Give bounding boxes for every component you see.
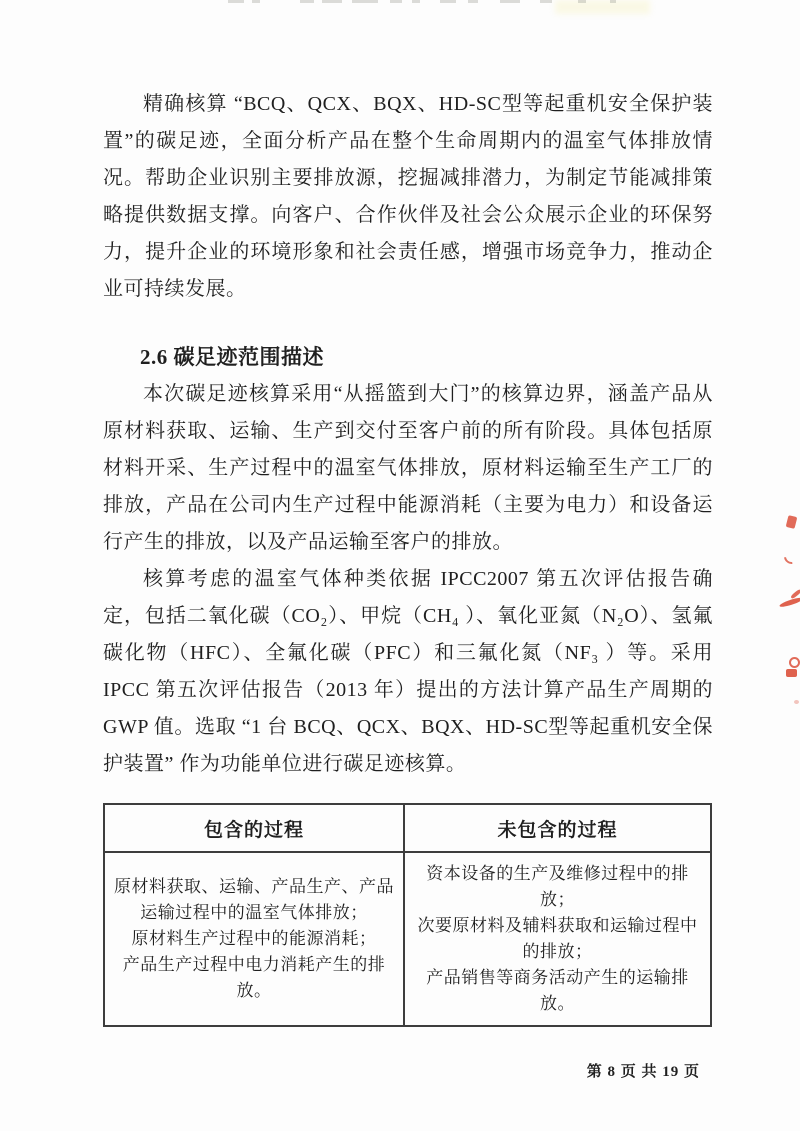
excluded-item: 次要原材料及辅料获取和运输过程中的排放； [417, 916, 698, 961]
excluded-item: 资本设备的生产及维修过程中的排放； [426, 864, 689, 909]
included-item: 产品生产过程中电力消耗产生的排放。 [122, 955, 386, 1000]
paragraph-intro: 精确核算 “BCQ、QCX、BQX、HD-SC型等起重机安全保护装置”的碳足迹，全面分析产品在整个生命周期内的温室气体排放情况。帮助企业识别主要排放源，挖掘减排潜力，为制定节能减排策略提供数据支撑。向客户、合作伙伴及社会公众展示企业的环保努力，提升企业的环境形象和社会责任感，增强市场竞争力，推动企业可持续发展。 [103, 93, 713, 300]
scope-table-body-row [104, 852, 711, 1026]
excluded-processes-cell [404, 852, 711, 1026]
included-item: 原材料获取、运输、产品生产、产品运输过程中的温室气体排放； [114, 877, 394, 922]
paragraph-gases: 核算考虑的温室气体种类依据 IPCC2007 第五次评估报告确定，包括二氧化碳（CO₂）、甲烷（CH₄ ）、氧化亚氮（N₂O）、氢氟碳化物（HFC）、全氟化碳（PFC）和三氟化氮（NF₃ ）等。采用 IPCC 第五次评估报告（2013 年）提出的方法计算产品生产周期的 GWP 值。选取 “1 台 BCQ、QCX、BQX、HD-SC型等起重机安全保护装置” 作为功能单位进行碳足迹核算。 [103, 568, 713, 775]
red-seal-fragment [786, 515, 798, 529]
page-footer: 第 8 页 共 19 页 [586, 1064, 700, 1080]
scan-stain [555, 0, 650, 14]
scope-table-header-row [104, 804, 711, 852]
red-seal-fragment [794, 700, 799, 704]
red-seal-fragment [781, 546, 800, 567]
excluded-item: 产品销售等商务活动产生的运输排放。 [426, 968, 689, 1013]
scope-table [103, 803, 712, 1027]
paragraph-boundary: 本次碳足迹核算采用“从摇篮到大门”的核算边界，涵盖产品从原材料获取、运输、生产到交付至客户前的所有阶段。具体包括原材料开采、生产过程中的温室气体排放，原材料运输至生产工厂的排放，产品在公司内生产过程中能源消耗（主要为电力）和设备运行产生的排放，以及产品运输至客户的排放。 [103, 383, 713, 553]
included-processes-cell [104, 852, 404, 1026]
red-seal-fragment [786, 669, 797, 677]
section-heading: 2.6 碳足迹范围描述 [140, 345, 324, 369]
column-header-excluded: 未包含的过程 [404, 804, 711, 852]
column-header-included: 包含的过程 [104, 804, 404, 852]
document-body [103, 86, 713, 1027]
red-seal-fragment [779, 597, 800, 609]
red-seal-fragment [789, 657, 800, 668]
included-item: 原材料生产过程中的能源消耗； [131, 929, 377, 948]
